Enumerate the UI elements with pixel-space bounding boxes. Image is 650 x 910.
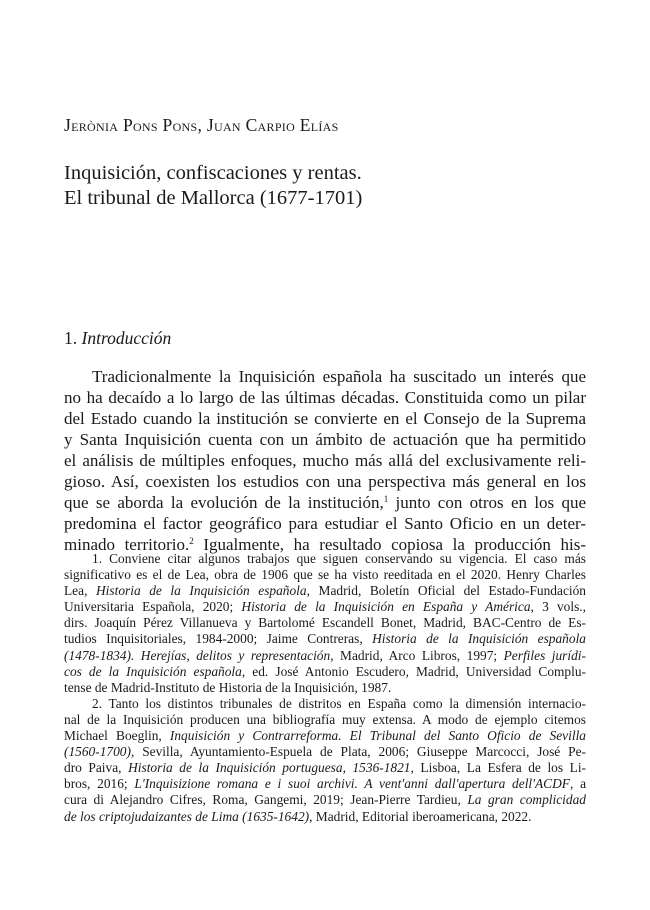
author-first-name: Jerònia <box>64 115 119 135</box>
footnote-text-run: dro Paiva, <box>64 760 129 776</box>
footnote-line <box>64 664 586 680</box>
footnote-line: nal de la Inquisición producen una bibliografía muy extensa. A modo de ejemplo citemos <box>64 711 586 727</box>
footnote-line: 2. Tanto los distintos tribunales de distritos en España como la dimensión internacio- <box>92 695 586 711</box>
footnote-line <box>64 648 586 664</box>
footnote-text-run: Lea, <box>64 583 96 599</box>
footnote-italic-run: Perfiles jurídi- <box>503 647 586 663</box>
footnote-italic-run: Inquisición y Contrarreforma. El Tribunal del Santo Oficio de Sevilla <box>169 728 586 744</box>
footnote-line <box>64 792 586 808</box>
footnotes <box>64 551 586 825</box>
body-line: el análisis de múltiples enfoques, mucho más allá del exclusivamente reli- <box>64 451 586 470</box>
body-text-run: minado territorio. <box>64 535 190 554</box>
author-last-name: Carpio Elías <box>245 115 339 135</box>
footnote-italic-run: La gran complicidad <box>467 792 586 808</box>
footnote-line <box>64 728 586 744</box>
footnote-ref: 1 <box>383 494 389 504</box>
footnote-text-run: tudios Inquisitoriales, 1984-2000; Jaime Contreras, <box>64 631 373 647</box>
footnote-text-run: , Madrid, Editorial iberoamericana, 2022. <box>309 808 532 824</box>
footnote-line <box>64 583 586 599</box>
chapter-title-line: Inquisición, confiscaciones y rentas. <box>64 162 362 184</box>
footnote-text-run: , ed. José Antonio Escudero, Madrid, Universidad Complu- <box>241 663 586 679</box>
footnote-line <box>64 760 586 776</box>
footnote-line: significativo es el de Lea, obra de 1906 que se ha visto reeditada en el 2020. Henry Charles <box>64 567 586 583</box>
body-text-run: que se aborda la evolución de la institución, <box>64 493 384 512</box>
footnote-text-run: , 3 vols., <box>530 599 586 615</box>
footnote-line: dirs. Joaquín Pérez Villanueva y Bartolomé Escandell Bonet, Madrid, BAC-Centro de Es- <box>64 615 586 631</box>
author-separator: , <box>197 115 203 135</box>
footnote-italic-run: L'Inquisizione romana e i suoi archivi. A vent'anni dall'apertura dell'ACDF <box>134 776 570 792</box>
footnote-italic-run: Historia de la Inquisición española <box>372 631 586 647</box>
body-line: no ha decaído a lo largo de las últimas décadas. Constituida como un pilar <box>64 388 586 407</box>
body-line: predomina el factor geográfico para estudiar el Santo Oficio en un deter- <box>64 514 586 533</box>
footnote-text-run: Sevilla, Ayuntamiento-Espuela de Plata, 2006; Giuseppe Marcocci, José Pe- <box>134 744 586 760</box>
footnote-line: tense de Madrid-Instituto de Historia de la Inquisición, 1987. <box>64 679 392 695</box>
author-last-name: Pons Pons <box>122 115 198 135</box>
footnote-line <box>64 631 586 647</box>
footnote-line <box>64 809 586 825</box>
body-line <box>64 492 586 513</box>
chapter-title-line: El tribunal de Mallorca (1677-1701) <box>64 187 363 209</box>
body-line: y Santa Inquisición cuenta con un ámbito de actuación que ha permitido <box>64 430 586 449</box>
section-heading <box>64 328 171 349</box>
body-line: gioso. Así, coexisten los estudios con una perspectiva más general en los <box>64 472 586 491</box>
footnote-text-run: Michael Boeglin, <box>64 728 170 744</box>
chapter-title <box>64 161 604 211</box>
footnote-italic-run: cos de la Inquisición española <box>64 663 242 679</box>
body-line: Tradicionalmente la Inquisición española ha suscitado un interés que <box>92 367 586 386</box>
body-text <box>64 366 586 555</box>
footnote-line <box>64 776 586 792</box>
footnote-italic-run: (1478-1834). Herejías, delitos y representación <box>64 647 331 663</box>
footnote-line: 1. Conviene citar algunos trabajos que siguen conservando su vigencia. El caso más <box>92 551 586 566</box>
footnote-italic-run: de los criptojudaizantes de Lima (1635-1642) <box>64 808 310 824</box>
body-line: del Estado cuando la institución se convierte en el Consejo de la Suprema <box>64 409 586 428</box>
footnote-italic-run: Historia de la Inquisición española <box>96 583 307 599</box>
footnote-line <box>64 744 586 760</box>
footnote-ref: 2 <box>189 536 194 546</box>
footnote-text-run: bros, 2016; <box>64 776 135 792</box>
footnote-line <box>64 599 586 615</box>
footnote-text-run: , Lisboa, La Esfera de los Li- <box>410 760 586 776</box>
chapter-authors <box>64 115 339 136</box>
footnote-text-run: cura di Alejandro Cifres, Roma, Gangemi, 2019; Jean-Pierre Tardieu, <box>64 792 468 808</box>
footnote-italic-run: (1560-1700), <box>64 744 135 760</box>
footnote-text-run: , a <box>569 776 586 792</box>
section-number: 1. <box>64 328 78 348</box>
footnote-text-run: , Madrid, Arco Libros, 1997; <box>330 647 504 663</box>
footnote-text-run: Universitaria Española, 2020; <box>64 599 242 615</box>
body-text-run: Igualmente, ha resultado copiosa la producción his- <box>193 535 586 554</box>
footnote-text-run: , Madrid, Boletín Oficial del Estado-Fundación <box>306 583 586 599</box>
footnote-italic-run: Historia de la Inquisición en España y América <box>241 599 531 615</box>
footnote-italic-run: Historia de la Inquisición portuguesa, 1536-1821 <box>128 760 411 776</box>
body-text-run: junto con otros en los que <box>388 493 586 512</box>
author-first-name: Juan <box>206 115 241 135</box>
section-title: Introducción <box>81 328 172 348</box>
